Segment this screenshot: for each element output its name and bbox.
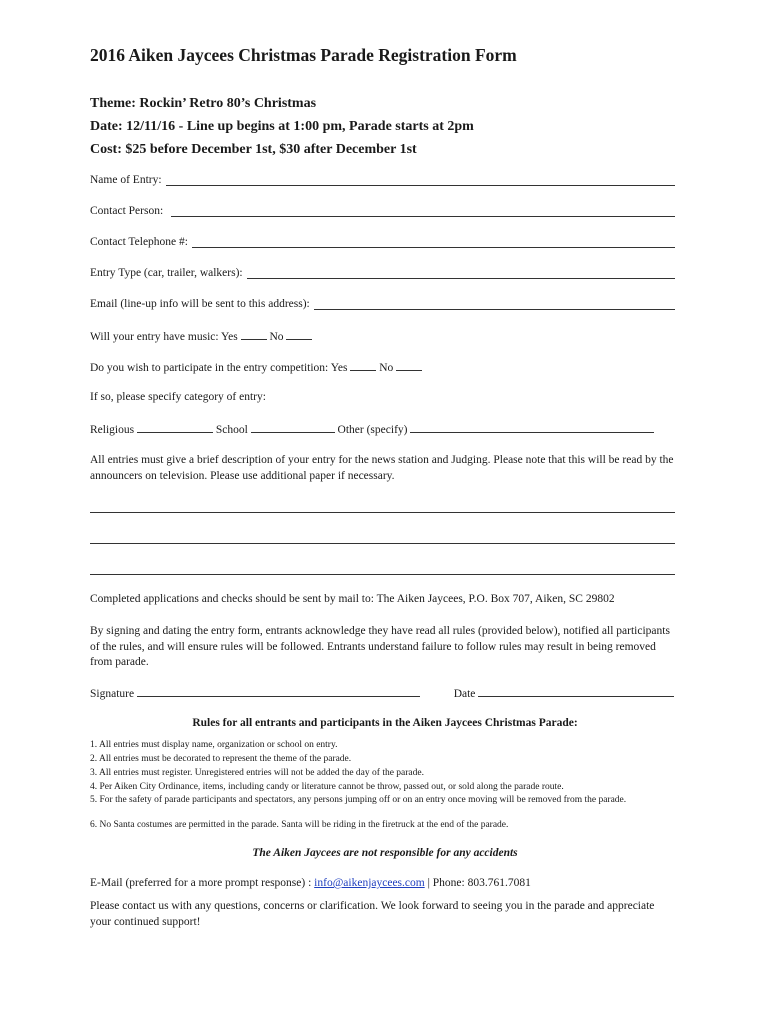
category-religious-label: Religious [90, 424, 135, 436]
description-line-2[interactable] [90, 543, 675, 544]
music-question [90, 329, 312, 343]
rule-item-6: 6. No Santa costumes are permitted in the parade. Santa will be riding in the firetruck at the end of the parade. [90, 820, 509, 830]
closing-text: Please contact us with any questions, concerns or clarification. We look forward to seeing you in the parade and appreciate your continued support! [90, 900, 655, 928]
competition-no-blank[interactable] [396, 360, 422, 371]
rule-item-2: 2. All entries must be decorated to represent the theme of the parade. [90, 754, 352, 764]
category-school-label: School [215, 424, 248, 436]
entry-name-line[interactable] [166, 175, 675, 186]
category-other-label: Other (specify) [337, 424, 408, 436]
date-line-blank[interactable] [478, 686, 674, 697]
agreement-text: By signing and dating the entry form, entrants acknowledge they have read all rules (provided below), notified all participants of the rules, and will ensure rules will be followed. Entrants understand failure to follow rules may result in being removed from parade. [90, 625, 670, 668]
phone-text: | Phone: 803.761.7081 [427, 877, 531, 889]
rules-heading: Rules for all entrants and participants in the Aiken Jaycees Christmas Parade: [192, 717, 578, 729]
contact-phone-line[interactable] [192, 237, 675, 248]
contact-phone-label: Contact Telephone #: [90, 236, 188, 248]
entry-name-label: Name of Entry: [90, 174, 162, 186]
date-label: Date [453, 688, 476, 700]
competition-label: Do you wish to participate in the entry competition: Yes [90, 362, 348, 374]
email-link[interactable]: info@aikenjaycees.com [314, 877, 425, 889]
category-school-blank[interactable] [251, 422, 335, 433]
competition-question [90, 360, 422, 374]
category-religious-blank[interactable] [137, 422, 213, 433]
entry-type-field[interactable] [90, 267, 675, 279]
music-no-blank[interactable] [286, 329, 312, 340]
entry-type-line[interactable] [247, 268, 675, 279]
rule-item-3: 3. All entries must register. Unregistered entries will not be added the day of the parade. [90, 768, 424, 778]
competition-yes-blank[interactable] [350, 360, 376, 371]
contact-person-field[interactable] [90, 205, 675, 217]
category-prompt: If so, please specify category of entry: [90, 391, 266, 403]
disclaimer: The Aiken Jaycees are not responsible for any accidents [252, 847, 518, 859]
music-yes-blank[interactable] [241, 329, 267, 340]
signature-row [90, 686, 674, 700]
contact-person-label: Contact Person: [90, 205, 164, 217]
description-line-1[interactable] [90, 512, 675, 513]
rule-item-5: 5. For the safety of parade participants and spectators, any persons jumping off or on an entry once moving will be removed from the parade. [90, 795, 627, 805]
rule-item-1: 1. All entries must display name, organization or school on entry. [90, 740, 338, 750]
contact-phone-field[interactable] [90, 236, 675, 248]
email-field[interactable] [90, 298, 675, 310]
category-other-blank[interactable] [410, 422, 654, 433]
form-title: 2016 Aiken Jaycees Christmas Parade Registration Form [90, 45, 517, 65]
rule-item-4: 4. Per Aiken City Ordinance, items, including candy or literature cannot be throw, passed out, or sold along the parade route. [90, 782, 564, 792]
entry-name-field[interactable] [90, 174, 675, 186]
email-line[interactable] [314, 299, 675, 310]
description-instructions: All entries must give a brief description of your entry for the news station and Judging. Please note that this will be read by the announcers on television. Please use additional paper if necessary. [90, 454, 674, 482]
registration-form-page [90, 0, 680, 1024]
signature-label: Signature [90, 688, 135, 700]
cost-line: Cost: $25 before December 1st, $30 after December 1st [90, 142, 417, 157]
email-prefix: E-Mail (preferred for a more prompt response) : [90, 877, 312, 889]
contact-line [90, 877, 531, 889]
contact-person-line[interactable] [171, 206, 675, 217]
competition-no-label: No [379, 362, 394, 374]
description-line-3[interactable] [90, 574, 675, 575]
theme-line: Theme: Rockin’ Retro 80’s Christmas [90, 96, 317, 111]
mailing-address: Completed applications and checks should be sent by mail to: The Aiken Jaycees, P.O. Box 707, Aiken, SC 29802 [90, 593, 615, 605]
email-label: Email (line-up info will be sent to this address): [90, 298, 310, 310]
entry-type-label: Entry Type (car, trailer, walkers): [90, 267, 243, 279]
music-no-label: No [269, 331, 284, 343]
signature-line[interactable] [137, 686, 420, 697]
music-label: Will your entry have music: Yes [90, 331, 238, 343]
category-row [90, 422, 654, 436]
date-line: Date: 12/11/16 - Line up begins at 1:00 pm, Parade starts at 2pm [90, 119, 474, 134]
